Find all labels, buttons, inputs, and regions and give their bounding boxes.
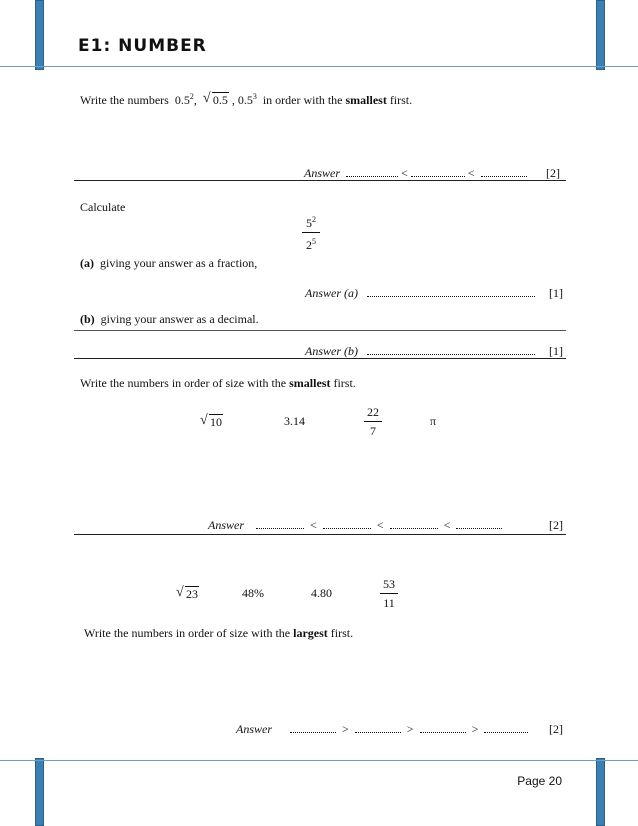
q2-part-a: (a) giving your answer as a fraction, — [80, 256, 258, 270]
page-header-title: E1: NUMBER — [78, 36, 207, 56]
page-number: Page 20 — [517, 774, 562, 788]
q1-answer-blank-2[interactable] — [411, 167, 465, 177]
q3-value-2: 3.14 — [284, 414, 305, 428]
q4-value-4: 53 11 — [380, 577, 398, 610]
q4-answer-blank-2[interactable] — [355, 723, 401, 733]
q3-answer-blank-3[interactable] — [390, 519, 438, 529]
q3-answer-blank-4[interactable] — [456, 519, 502, 529]
q4-answer-blank-3[interactable] — [420, 723, 466, 733]
q1-marks: [2] — [546, 166, 560, 180]
right-top-accent-bar — [596, 0, 605, 70]
q3-value-1: √ 10 — [200, 413, 222, 429]
q2-answer-a: Answer (a) — [305, 286, 535, 301]
q4-prompt: Write the numbers in order of size with the largest first. — [84, 626, 354, 640]
q2-top-rule — [74, 330, 566, 331]
q4-value-3: 4.80 — [311, 586, 332, 600]
q2-answer-b-blank[interactable] — [367, 345, 535, 355]
left-bottom-accent-bar — [35, 758, 44, 826]
q3-answer-blank-1[interactable] — [256, 519, 304, 529]
footer-rule — [0, 760, 638, 761]
q2-answer-a-blank[interactable] — [367, 287, 535, 297]
q4-value-1: √ 23 — [176, 585, 198, 601]
right-bottom-accent-bar — [596, 758, 605, 826]
q4-value-2: 48% — [242, 586, 264, 600]
q3-prompt: Write the numbers in order of size with the smallest first. — [80, 376, 356, 390]
q4-answer-blank-1[interactable] — [290, 723, 336, 733]
q2-part-b: (b) giving your answer as a decimal. — [80, 312, 259, 326]
q3-value-3: 22 7 — [364, 405, 382, 438]
q3-answer-line: Answer < < < — [208, 518, 502, 533]
q4-marks: [2] — [549, 722, 563, 736]
q3-divider — [74, 534, 566, 535]
q4-answer-line: Answer > > > — [236, 722, 528, 737]
q2-marks-b: [1] — [549, 344, 563, 358]
q1-prompt: Write the numbers $0.5^2$, √ 0.5 , $0.5^3$ in order with the smallest first. — [80, 91, 413, 107]
q3-marks: [2] — [549, 518, 563, 532]
header-rule — [0, 66, 638, 67]
q2-marks-a: [1] — [549, 286, 563, 300]
q4-answer-blank-4[interactable] — [484, 723, 528, 733]
q1-divider — [74, 180, 566, 181]
q1-answer-blank-1[interactable] — [346, 167, 398, 177]
q3-answer-blank-2[interactable] — [323, 519, 371, 529]
sqrt-symbol: √ 0.5 — [202, 91, 228, 107]
q2-fraction: $5^2$ $2^5$ — [302, 213, 320, 252]
q1-answer-line: Answer < < — [304, 166, 527, 181]
q2-divider — [74, 358, 566, 359]
q3-value-4: π — [430, 414, 437, 428]
q2-prompt: Calculate — [80, 200, 126, 214]
q1-answer-blank-3[interactable] — [481, 167, 527, 177]
q2-answer-b: Answer (b) — [305, 344, 535, 359]
left-top-accent-bar — [35, 0, 44, 70]
